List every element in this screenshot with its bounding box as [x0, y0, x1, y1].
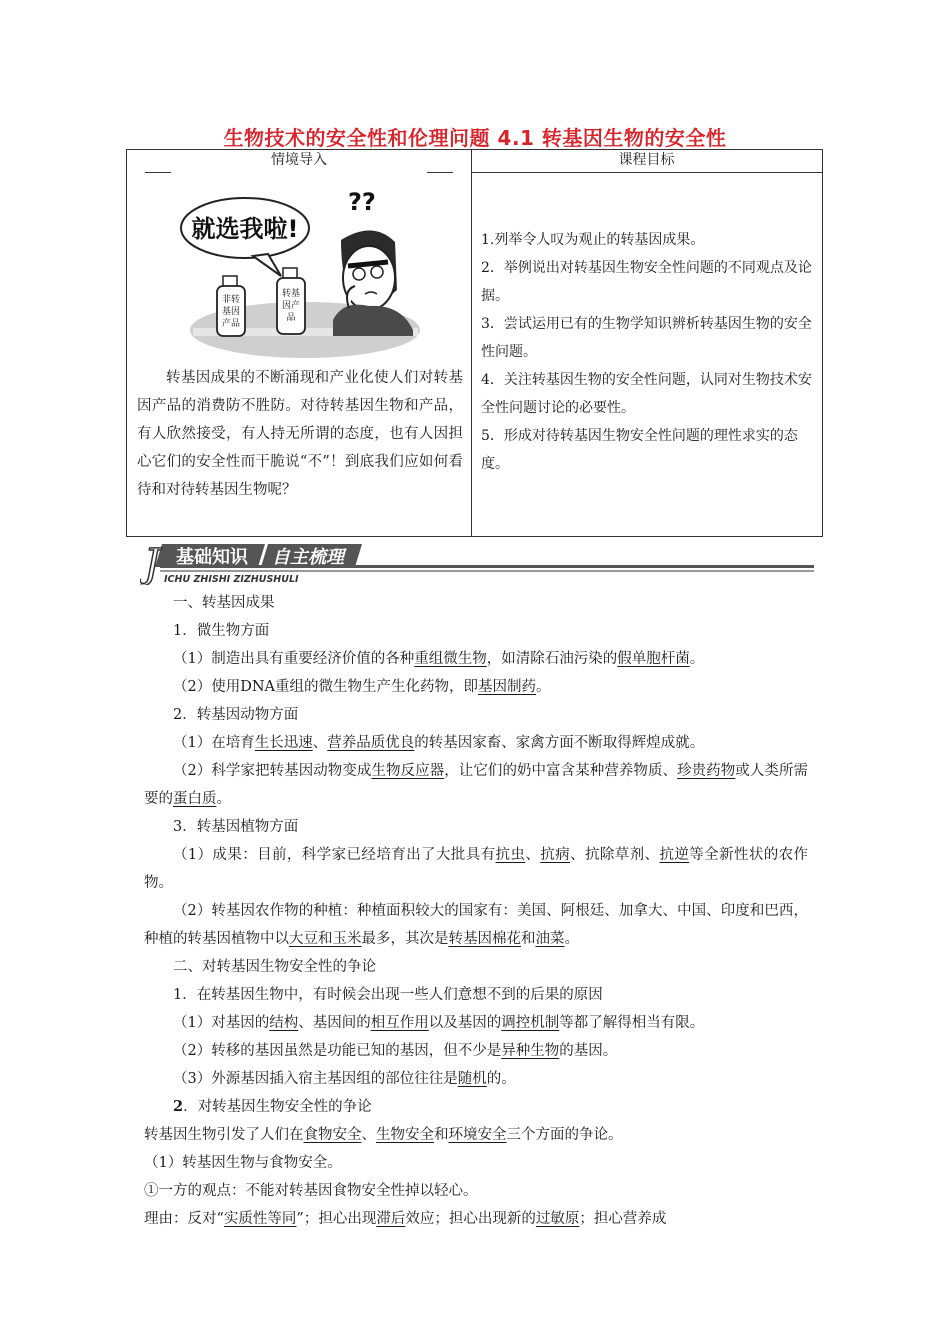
- paragraph: （2）使用DNA重组的微生物生产生化药物，即基因制药。: [173, 679, 551, 695]
- paragraph: 理由：反对“实质性等同”；担心出现滞后效应；担心出现新的过敏原；担心营养成: [144, 1211, 667, 1227]
- cartoon-illustration: [173, 180, 423, 360]
- subsection-heading: 3．转基因植物方面: [173, 819, 299, 835]
- bottle-non-gm: [217, 276, 245, 336]
- paragraph: （1）在培育生长迅速、营养品质优良的转基因家畜、家禽方面不断取得辉煌成就。: [173, 735, 705, 751]
- goal-item: 2．举例说出对转基因生物安全性问题的不同观点及论据。: [481, 260, 812, 304]
- speech-text: 就选我啦!: [191, 215, 299, 243]
- header-rule-right: [471, 172, 822, 173]
- banner-initial: J: [144, 541, 161, 585]
- banner-title-1: 基础知识: [176, 547, 248, 568]
- goal-item: 5．形成对待转基因生物安全性问题的理性求实的态度。: [481, 428, 798, 472]
- paragraph: （3）外源基因插入宿主基因组的部位往往是随机的。: [173, 1071, 516, 1087]
- goal-item: 3．尝试运用已有的生物学知识辨析转基因生物的安全性问题。: [481, 316, 812, 360]
- paragraph: （2）转基因农作物的种植：种植面积较大的国家有：美国、阿根廷、加拿大、中国、印度和巴西，种植的转基因植物中以大豆和玉米最多，其次是转基因棉花和油菜。: [144, 903, 808, 947]
- subsection-heading: 1．微生物方面: [173, 623, 270, 639]
- goals-header: 课程目标: [618, 152, 675, 168]
- banner-title-2: 自主梳理: [272, 547, 344, 568]
- subsection-heading: 2．转基因动物方面: [173, 707, 299, 723]
- question-marks: ??: [348, 188, 376, 216]
- paragraph: 转基因生物引发了人们在食物安全、生物安全和环境安全三个方面的争论。: [144, 1127, 623, 1143]
- course-goals: [481, 226, 816, 478]
- goal-item: 4．关注转基因生物的安全性问题，认同对生物技术安全性问题讨论的必要性。: [481, 372, 812, 416]
- goal-item: 1.列举令人叹为观止的转基因成果。: [481, 232, 705, 248]
- paragraph: ①一方的观点：不能对转基因食物安全性掉以轻心。: [144, 1183, 478, 1199]
- bottle-gm: [277, 268, 305, 334]
- svg-text:转基: 转基: [281, 289, 301, 299]
- section-heading: 二、对转基因生物安全性的争论: [173, 959, 376, 975]
- intro-table: [126, 149, 823, 537]
- table-column-divider: [471, 150, 472, 536]
- svg-text:非转: 非转: [221, 295, 241, 305]
- paragraph: （1）制造出具有重要经济价值的各种重组微生物，如清除石油污染的假单胞杆菌。: [173, 651, 705, 667]
- svg-text:基因: 基因: [221, 307, 241, 317]
- paragraph: （1）成果：目前，科学家已经培育出了大批具有抗虫、抗病、抗除草剂、抗逆等全新性状的农作物。: [144, 847, 809, 891]
- paragraph: （1）转基因生物与食物安全。: [144, 1155, 342, 1171]
- paragraph: （1）对基因的结构、基因间的相互作用以及基因的调控机制等都了解得相当有限。: [173, 1015, 705, 1031]
- subsection-heading: 1．在转基因生物中，有时候会出现一些人们意想不到的后果的原因: [173, 987, 603, 1003]
- svg-text:因产: 因产: [281, 301, 301, 311]
- svg-text:品: 品: [286, 313, 296, 323]
- person-body: [333, 305, 413, 336]
- section-heading: 一、转基因成果: [173, 595, 275, 611]
- knowledge-content: [144, 589, 808, 1233]
- paragraph: （2）科学家把转基因动物变成生物反应器，让它们的奶中富含某种营养物质、珍贵药物或人类所需要的蛋白质。: [144, 763, 809, 807]
- scenario-text: 转基因成果的不断涌现和产业化使人们对转基因产品的消费防不胜防。对待转基因生物和产品，有人欣然接受，有人持无所谓的态度，也有人因担心它们的安全性而干脆说“不”！到底我们应如何看待和对待转基因生物呢？: [137, 370, 463, 498]
- svg-text:产品: 产品: [221, 319, 241, 329]
- banner-pinyin: ICHU ZHISHI ZIZHUSHULI: [164, 574, 299, 585]
- section-banner: [140, 541, 814, 585]
- subsection-heading: 2．对转基因生物安全性的争论: [173, 1098, 372, 1115]
- page-title: 生物技术的安全性和伦理问题 4.1 转基因生物的安全性: [223, 126, 727, 150]
- paragraph: （2）转移的基因虽然是功能已知的基因，但不少是异种生物的基因。: [173, 1043, 618, 1059]
- scenario-header: 情境导入: [271, 152, 327, 168]
